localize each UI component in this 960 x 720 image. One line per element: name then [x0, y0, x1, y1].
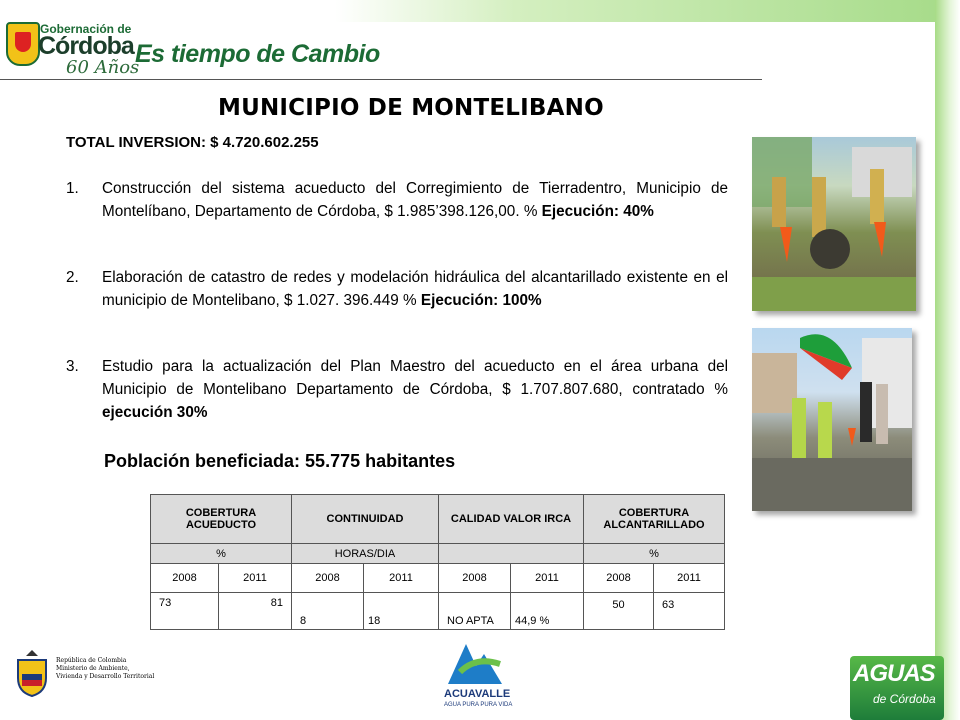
list-item [66, 266, 728, 312]
poblacion-beneficiada: Población beneficiada: 55.775 habitantes [104, 451, 456, 471]
survey-scene-icon [752, 328, 912, 511]
item-text: Construcción del sistema acueducto del Corregimiento de Tierradentro, Municipio de Montelíbano, Departamento de Córdoba, $ 1.985’398.126,00. % [102, 180, 728, 220]
construction-scene-icon [752, 137, 916, 311]
year-cell: 2011 [219, 564, 292, 593]
list-item [66, 355, 728, 424]
value-cell: 81 [219, 593, 292, 630]
item-text: Estudio para la actualización del Plan Maestro del acueducto en el área urbana del Municipio de Montelibano Departamento de Córdoba, $ 1.707.807.680, contratado % [102, 358, 728, 398]
logo-years: 60 Años [66, 57, 140, 78]
acuavalle-tagline: AGUA PURA PURA VIDA [444, 702, 513, 708]
survey-photo [752, 328, 912, 511]
list-item [66, 177, 728, 223]
year-cell: 2008 [292, 564, 364, 593]
year-cell: 2008 [151, 564, 219, 593]
item-number: 2. [66, 269, 79, 286]
value-cell: 63 [654, 593, 725, 630]
ministry-line: Vivienda y Desarrollo Territorial [56, 673, 155, 680]
aguas-sub: de Córdoba [873, 692, 936, 706]
value-cell: NO APTA [439, 593, 511, 630]
logo-brand: Córdoba [38, 32, 134, 60]
value-cell: 18 [364, 593, 439, 630]
value-cell: 73 [151, 593, 219, 630]
acuavalle-name: ACUAVALLE [444, 688, 511, 700]
right-green-bar [935, 0, 960, 720]
logo-gov-label: Gobernación de [40, 22, 132, 36]
acuavalle-logo-icon [440, 640, 514, 688]
year-cell: 2011 [364, 564, 439, 593]
value-cell: 8 [292, 593, 364, 630]
year-cell: 2008 [439, 564, 511, 593]
aguas-brand: AGUAS [853, 660, 935, 687]
unit-cell [439, 544, 584, 564]
header-cobertura-acueducto: COBERTURA ACUEDUCTO [151, 495, 292, 544]
value-cell: 44,9 % [511, 593, 584, 630]
year-cell: 2008 [584, 564, 654, 593]
item-execution: ejecución 30% [102, 404, 208, 421]
value-cell: 50 [584, 593, 654, 630]
item-number: 1. [66, 180, 79, 197]
header-calidad-irca: CALIDAD VALOR IRCA [439, 495, 584, 544]
construction-photo [752, 137, 916, 311]
item-text: Elaboración de catastro de redes y modelación hidráulica del alcantarillado existente en el municipio de Montelibano, $ 1.027. 396.449 % [102, 269, 728, 309]
unit-cell: % [151, 544, 292, 564]
header-continuidad: CONTINUIDAD [292, 495, 439, 544]
year-cell: 2011 [654, 564, 725, 593]
header-cobertura-alcantarillado: COBERTURA ALCANTARILLADO [584, 495, 725, 544]
page-title: MUNICIPIO DE MONTELIBANO [218, 95, 604, 121]
ministry-line: Ministerio de Ambiente, [56, 665, 130, 672]
ministry-line: República de Colombia [56, 657, 127, 664]
unit-cell: HORAS/DIA [292, 544, 439, 564]
coverage-table [150, 494, 725, 630]
total-inversion: TOTAL INVERSION: $ 4.720.602.255 [66, 134, 319, 151]
cordoba-crest-icon [6, 22, 40, 66]
unit-cell: % [584, 544, 725, 564]
top-green-band [335, 0, 935, 22]
year-cell: 2011 [511, 564, 584, 593]
logo-slogan: Es tiempo de Cambio [135, 40, 380, 68]
colombia-coat-of-arms-icon [12, 648, 52, 698]
item-execution: Ejecución: 100% [420, 292, 542, 309]
item-execution: Ejecución: 40% [541, 203, 654, 220]
item-number: 3. [66, 358, 79, 375]
header-divider [0, 79, 762, 80]
